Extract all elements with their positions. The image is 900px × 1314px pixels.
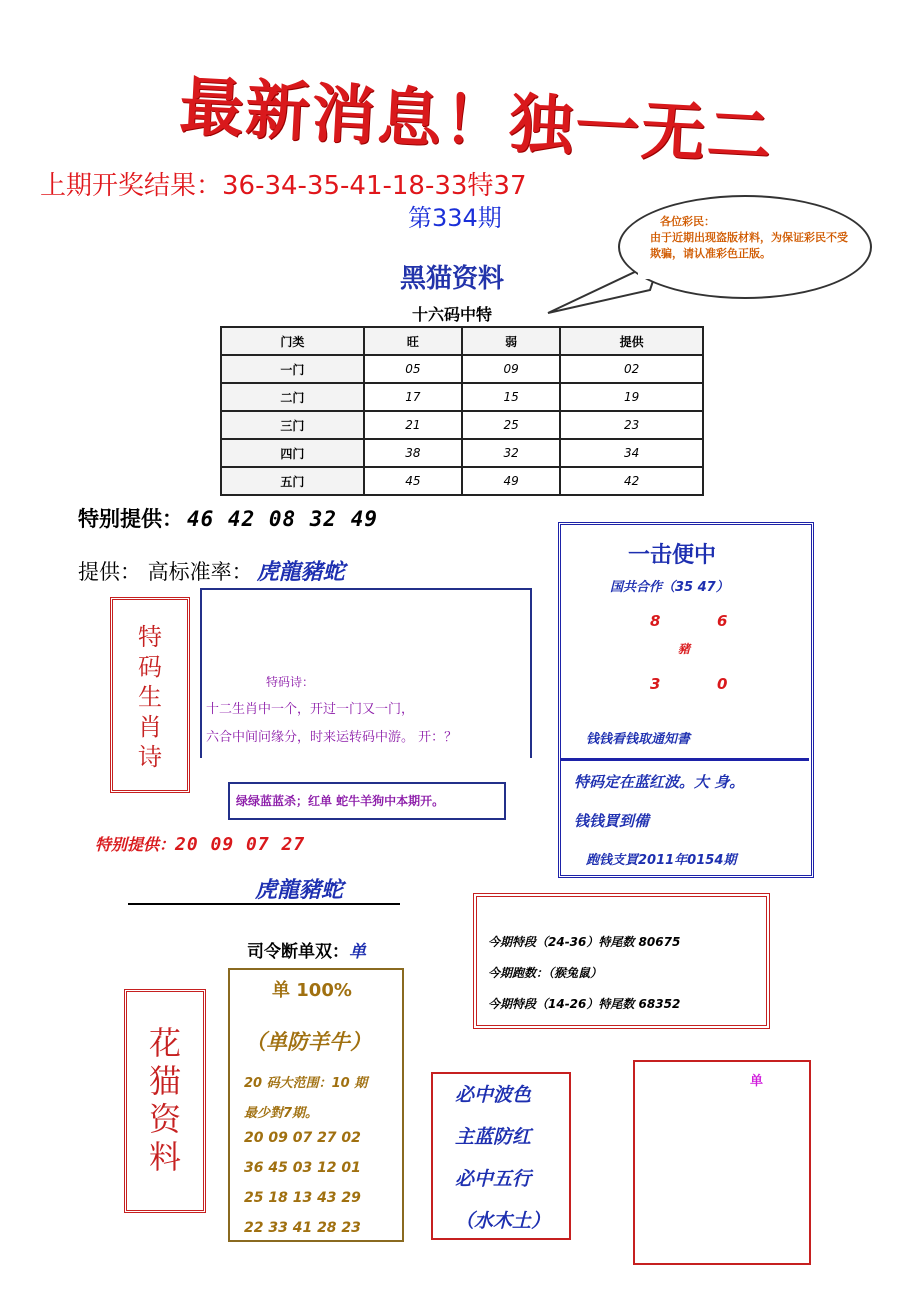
number-row: 20 09 07 27 02 <box>244 1130 361 1146</box>
col-header: 弱 <box>462 327 560 355</box>
one-hit-note: 特码定在蓝红波。大 身。 <box>574 773 745 791</box>
siling-line <box>247 937 366 962</box>
empty-box <box>633 1060 811 1265</box>
poem-title: 特码诗： <box>266 675 315 689</box>
poem-side-box <box>110 597 190 793</box>
table-header-row <box>221 327 703 355</box>
hua-cat-box <box>124 989 206 1213</box>
one-hit-note: 钱钱買到備 <box>574 812 650 830</box>
divider-line <box>128 903 400 905</box>
table-cell: 34 <box>560 439 703 467</box>
notice-greeting: 各位彩民： <box>660 215 715 228</box>
one-hit-num: 0 <box>717 675 728 693</box>
poem-side-char: 码 <box>138 653 162 681</box>
kill-text: 绿绿蓝蓝杀；红单 蛇牛羊狗中本期开。 <box>236 794 445 808</box>
siling-label: 司令断单双： <box>247 942 349 962</box>
period-line: 今期跑数：（猴兔鼠） <box>488 966 603 980</box>
poem-side-text <box>113 622 187 772</box>
last-result: 上期开奖结果：36-34-35-41-18-33特37 <box>40 171 527 201</box>
table-cell: 15 <box>462 383 560 411</box>
special-provide <box>78 503 378 533</box>
special-provide-2 <box>95 832 305 855</box>
poem-side-char: 生 <box>138 683 162 711</box>
table-cell: 32 <box>462 439 560 467</box>
siling-value: 单 <box>349 942 366 962</box>
odd-even-top: 单 100% <box>272 980 352 1001</box>
hua-cat-char: 花 <box>148 1024 181 1062</box>
table-cell: 17 <box>364 383 462 411</box>
table-cell: 19 <box>560 383 703 411</box>
table-cell: 42 <box>560 467 703 495</box>
col-header: 提供 <box>560 327 703 355</box>
col-header: 门类 <box>221 327 364 355</box>
special-provide-2-numbers: 20 09 07 27 <box>175 834 306 855</box>
poem-side-char: 诗 <box>138 743 162 771</box>
period-line: 今期特段（14-26）特尾数 68352 <box>488 997 681 1011</box>
table-cell: 02 <box>560 355 703 383</box>
notice-body: 由于近期出现盗版材料，为保证彩民不受欺骗，请认准彩色正版。 <box>650 231 848 260</box>
wave-line: 主蓝防红 <box>455 1126 532 1148</box>
table-row <box>221 411 703 439</box>
hua-cat-char: 猫 <box>148 1062 181 1100</box>
wave-line: （水木土） <box>455 1210 551 1232</box>
table-cell: 49 <box>462 467 560 495</box>
table-cell: 二门 <box>221 383 364 411</box>
table-row <box>221 383 703 411</box>
one-hit-note: 钱钱看钱取通知書 <box>586 732 691 747</box>
poem-side-char: 肖 <box>138 713 162 741</box>
one-hit-title: 一击便中 <box>628 543 717 568</box>
table-cell: 05 <box>364 355 462 383</box>
wave-line: 必中五行 <box>455 1168 532 1190</box>
period-line: 今期特段（24-36）特尾数 80675 <box>488 935 681 949</box>
headline: 最新消息！独一无二 <box>177 69 775 176</box>
special-provide-2-label: 特别提供： <box>95 835 176 854</box>
table-cell: 一门 <box>221 355 364 383</box>
range-line: 最少對7期。 <box>244 1106 319 1121</box>
provide-label: 提供： 高标准率： <box>78 560 253 584</box>
one-hit-num: 3 <box>650 675 661 693</box>
hua-cat-text <box>127 1024 203 1176</box>
table-cell: 三门 <box>221 411 364 439</box>
poem-line-2: 六合中间问缘分，时来运转码中游。 开：？ <box>206 730 458 745</box>
one-hit-num: 8 <box>650 612 661 630</box>
table-cell: 五门 <box>221 467 364 495</box>
one-hit-center: 豬 <box>678 642 691 656</box>
one-hit-num: 6 <box>717 612 728 630</box>
hua-cat-char: 资 <box>148 1100 181 1138</box>
table-cell: 四门 <box>221 439 364 467</box>
table-row <box>221 355 703 383</box>
special-provide-numbers: 46 42 08 32 49 <box>187 507 379 531</box>
hua-cat-char: 料 <box>148 1138 181 1176</box>
one-hit-subtitle: 国共合作（35 47） <box>610 580 729 595</box>
number-row: 22 33 41 28 23 <box>244 1220 361 1236</box>
poem-side-char: 特 <box>138 623 162 651</box>
odd-even-guard: （单防羊牛） <box>245 1030 371 1054</box>
empty-box-mark: 单 <box>750 1074 764 1089</box>
poem-line-1: 十二生肖中一个，开过一门又一门， <box>206 702 415 717</box>
provide-zodiac: 虎龍豬蛇 <box>256 560 345 585</box>
table-cell: 45 <box>364 467 462 495</box>
wave-line: 必中波色 <box>455 1084 532 1106</box>
col-header: 旺 <box>364 327 462 355</box>
issue-number: 第334期 <box>408 204 502 232</box>
one-hit-note: 跑钱支買2011年0154期 <box>586 853 737 868</box>
table-cell: 21 <box>364 411 462 439</box>
table-row <box>221 467 703 495</box>
sixteen-code-title: 十六码中特 <box>412 305 493 324</box>
special-provide-label: 特别提供： <box>78 507 183 531</box>
number-row: 36 45 03 12 01 <box>244 1160 361 1176</box>
one-hit-divider <box>561 758 809 761</box>
black-cat-table <box>220 326 704 496</box>
number-row: 25 18 13 43 29 <box>244 1190 361 1206</box>
table-cell: 25 <box>462 411 560 439</box>
black-cat-title: 黑猫资料 <box>400 264 505 294</box>
table-cell: 09 <box>462 355 560 383</box>
provide-line <box>78 555 345 586</box>
zodiac-heading: 虎龍豬蛇 <box>255 878 344 903</box>
table-cell: 23 <box>560 411 703 439</box>
table-row <box>221 439 703 467</box>
table-cell: 38 <box>364 439 462 467</box>
range-line: 20 码大范围：10 期 <box>244 1076 368 1091</box>
notice-text <box>650 214 850 262</box>
